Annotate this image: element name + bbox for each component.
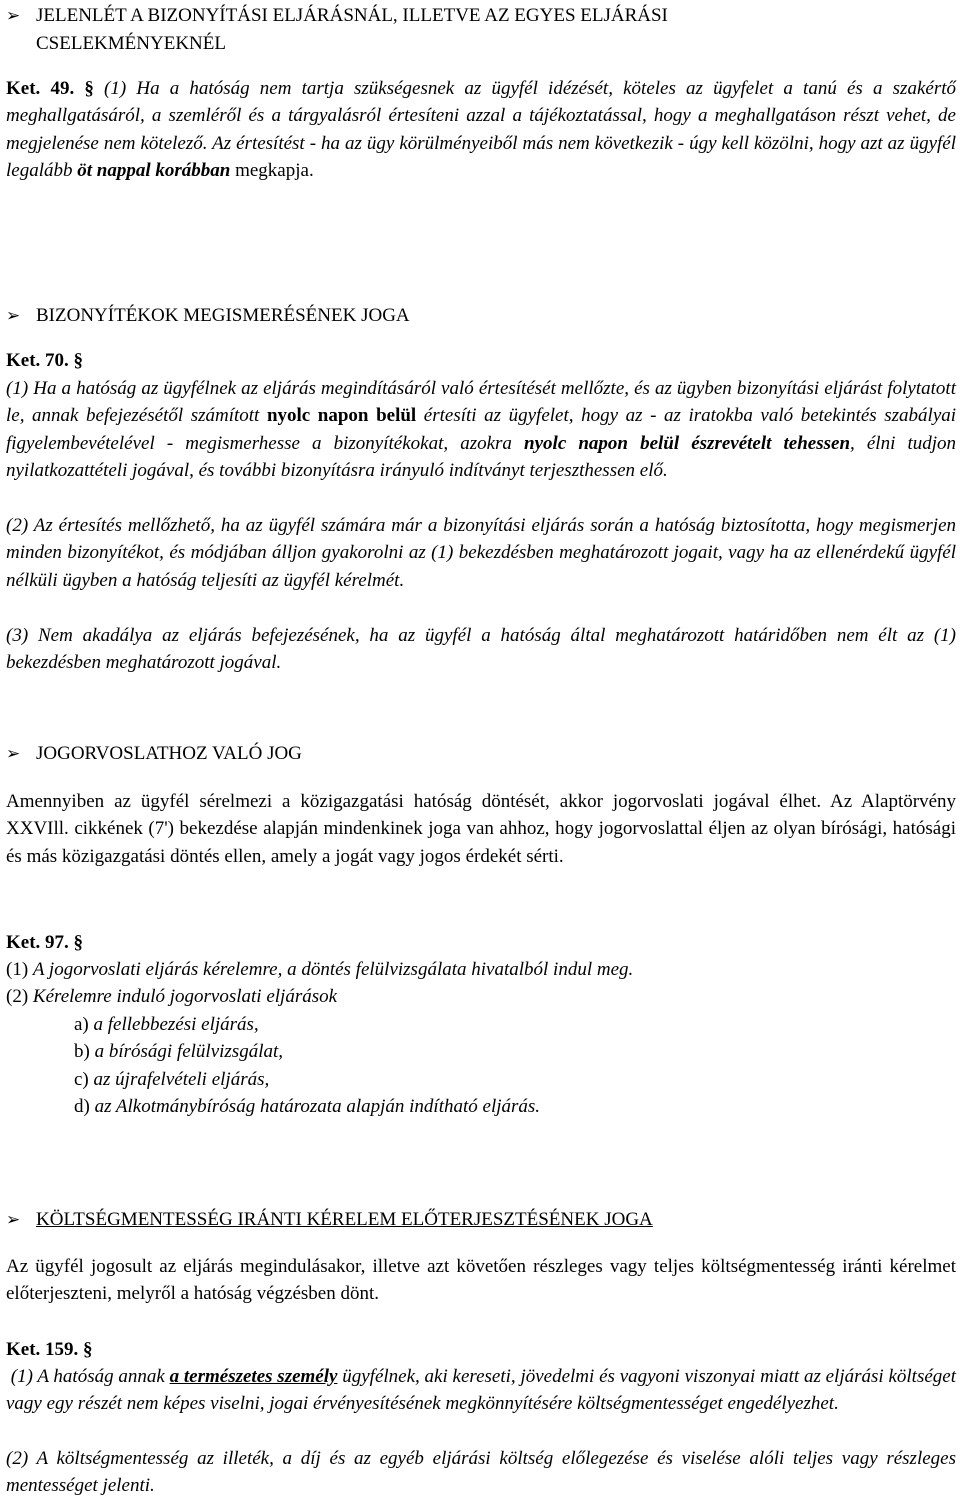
arrow-bullet-icon: ➢ bbox=[6, 6, 21, 25]
section-2-paragraph-3: (3) Nem akadálya az eljárás befejezésének, ha az ügyfél a hatóság által meghatározott határidőben nem élt az (1) bekezdésben meghatározott jogával. bbox=[6, 625, 956, 674]
section-heading-legal-remedy bbox=[6, 740, 956, 768]
list-line-1: (1) A jogorvoslati eljárás kérelemre, a döntés felülvizsgálata hivatalból indul meg. bbox=[6, 959, 634, 980]
underlined-phrase: a természetes személy bbox=[169, 1366, 338, 1387]
section-heading-presence bbox=[6, 2, 956, 58]
section-4-paragraph-3: (2) A költségmentesség az illeték, a díj és az egyéb eljárási költség előlegezése és viselése alóli teljes vagy részleges mentességet jelenti. bbox=[6, 1448, 956, 1497]
heading-text: BIZONYÍTÉKOK MEGISMERÉSÉNEK JOGA bbox=[36, 305, 410, 326]
section-4-paragraph-2: (1) A hatóság annak a természetes személy ügyfélnek, aki kereseti, jövedelmi és vagyoni viszonyai miatt az eljárási költséget vagy egy részét nem képes viselni, jogai érvényesítésének megkönnyítésére költségmentességet engedélyezhet. bbox=[6, 1366, 956, 1415]
heading-line-1: JELENLÉT A BIZONYÍTÁSI ELJÁRÁSNÁL, ILLETVE AZ EGYES ELJÁRÁSI bbox=[36, 5, 668, 26]
heading-line-2: CSELEKMÉNYEKNÉL bbox=[36, 33, 226, 54]
section-1-paragraph bbox=[6, 75, 956, 185]
list-item: c) az újrafelvételi eljárás, bbox=[74, 1069, 270, 1090]
section-2-paragraph-2: (2) Az értesítés mellőzhető, ha az ügyfél számára már a bizonyítási eljárás során a hatóság biztosította, hogy megismerjen minden bizonyítékot, és módjában álljon gyakorolni az (1) bekezdésben meghatározott jogait, vagy ha az ellenérdekű ügyfél nélküli ügyben a hatóság teljesíti az ügyfél kérelmét. bbox=[6, 515, 956, 591]
section-3-paragraph: Amennyiben az ügyfél sérelmezi a közigazgatási hatóság döntését, akkor jogorvoslati jogával élhet. Az Alaptörvény XXVIll. cikkének (7') bekezdése alapján mindenkinek joga van ahhoz, hogy jogorvoslattal éljen az olyan bírósági, hatósági és más közigazgatási döntés ellen, amely a jogát vagy jogos érdekét sérti. bbox=[6, 791, 956, 867]
law-reference: Ket. 70. § bbox=[6, 350, 84, 371]
list-item: a) a fellebbezési eljárás, bbox=[74, 1014, 259, 1035]
arrow-bullet-icon: ➢ bbox=[6, 744, 21, 763]
section-heading-evidence bbox=[6, 302, 956, 330]
section-4-paragraph-1: Az ügyfél jogosult az eljárás megindulásakor, illetve azt követően részleges vagy teljes költségmentesség iránti kérelmet előterjeszteni, melyről a hatóság végzésben dönt. bbox=[6, 1256, 956, 1305]
law-reference: Ket. 49. § bbox=[6, 78, 94, 99]
section-2-paragraph-1: (1) Ha a hatóság az ügyfélnek az eljárás megindításáról való értesítését mellőzte, és az ügyben bizonyítási eljárást folytatott le, annak befejezésétől számított nyolc napon belül értesíti az ügyfelet, hogy az - az iratokba való betekintés szabályai figyelembevételével - megismerhesse a bizonyítékokat, azokra nyolc napon belül észrevételt tehessen, élni tudjon nyilatkozattételi jogával, és további bizonyításra irányuló indítványt terjeszthessen elő. bbox=[6, 378, 957, 482]
arrow-bullet-icon: ➢ bbox=[6, 306, 21, 325]
bold-phrase: öt nappal korábban bbox=[77, 160, 231, 182]
arrow-bullet-icon: ➢ bbox=[6, 1210, 21, 1229]
list-line-2: (2) Kérelemre induló jogorvoslati eljárások bbox=[6, 986, 338, 1007]
paragraph-text-end: megkapja. bbox=[235, 160, 314, 182]
paragraph-text: (1) Ha a hatóság nem tartja szükségesnek az ügyfél idézését, köteles az ügyfelet a tanú és a szakértő meghallgatásáról, a szemléről és a tárgyalásról értesíteni azzal a tájékoztatással, hogy a meghallgatáson részt vehet, de megjelenése nem kötelező. Az értesítést - ha az ügy körülményeiből más nem következik - úgy kell közölni, hogy azt az ügyfél legalább bbox=[6, 78, 956, 182]
law-reference: Ket. 97. § bbox=[6, 932, 84, 953]
law-reference: Ket. 159. § bbox=[6, 1339, 93, 1360]
heading-text: JOGORVOSLATHOZ VALÓ JOG bbox=[36, 743, 302, 764]
list-item: b) a bírósági felülvizsgálat, bbox=[74, 1041, 284, 1062]
section-heading-cost-exemption bbox=[6, 1206, 956, 1234]
heading-text: KÖLTSÉGMENTESSÉG IRÁNTI KÉRELEM ELŐTERJESZTÉSÉNEK JOGA bbox=[36, 1209, 653, 1230]
list-item: d) az Alkotmánybíróság határozata alapján indítható eljárás. bbox=[74, 1096, 541, 1117]
